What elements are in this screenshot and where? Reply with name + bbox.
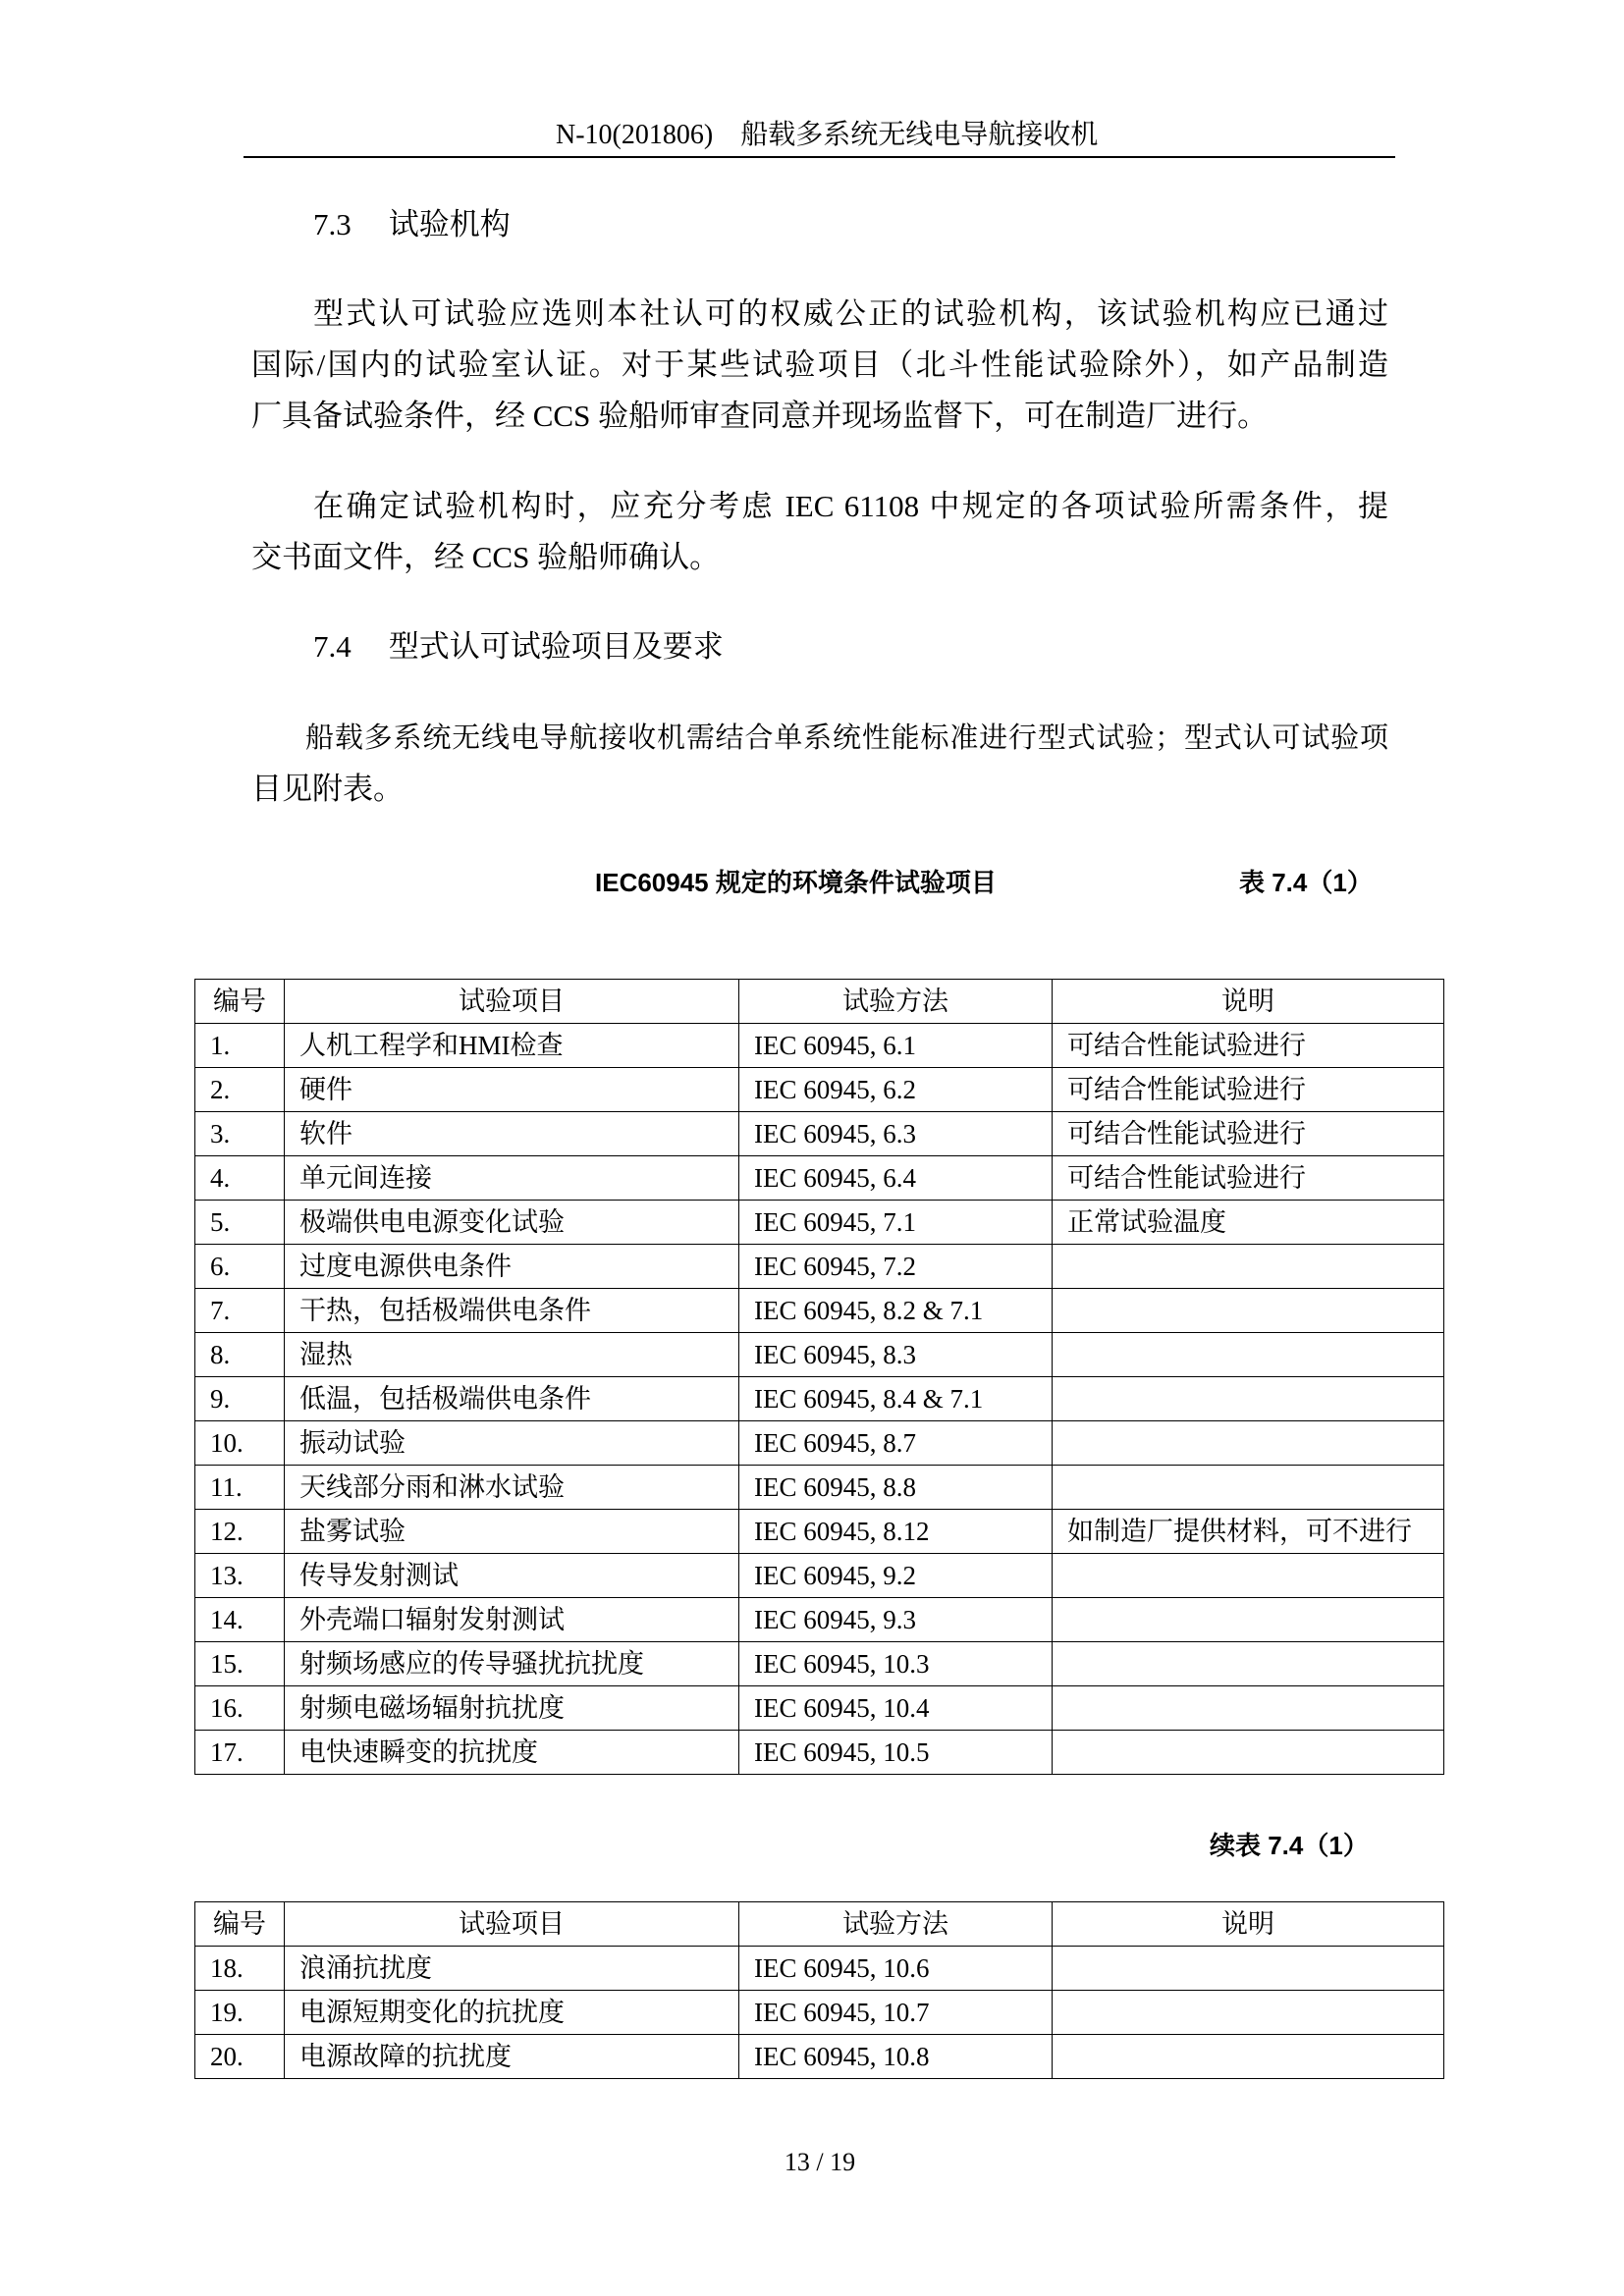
- test-method-cell: IEC 60945, 6.2: [739, 1068, 1053, 1112]
- number-cell: 13.: [195, 1554, 285, 1598]
- table2-body: [195, 1947, 1444, 2079]
- environmental-test-table: [194, 979, 1444, 1775]
- table-row: [195, 1112, 1444, 1156]
- page-number: 13 / 19: [784, 2148, 856, 2176]
- note-cell: 可结合性能试验进行: [1053, 1112, 1444, 1156]
- test-method-cell: IEC 60945, 7.1: [739, 1201, 1053, 1245]
- paragraph-line: 型式认可试验应选则本社认可的权威公正的试验机构，该试验机构应已通过: [313, 296, 1388, 331]
- table-row: [195, 1333, 1444, 1377]
- paragraph-type-approval-items: [251, 713, 1388, 815]
- test-method-cell: IEC 60945, 6.4: [739, 1156, 1053, 1201]
- test-method-cell: IEC 60945, 6.1: [739, 1024, 1053, 1068]
- number-cell: 1.: [195, 1024, 285, 1068]
- number-cell: 8.: [195, 1333, 285, 1377]
- test-item-cell: 浪涌抗扰度: [285, 1947, 739, 1991]
- note-cell: [1053, 1466, 1444, 1510]
- section-title: 试验机构: [388, 207, 511, 241]
- number-cell: 11.: [195, 1466, 285, 1510]
- note-cell: 可结合性能试验进行: [1053, 1068, 1444, 1112]
- table-row: [195, 1991, 1444, 2035]
- document-title: 船载多系统无线电导航接收机: [740, 120, 1099, 150]
- header-test-method: 试验方法: [739, 980, 1053, 1024]
- number-cell: 4.: [195, 1156, 285, 1201]
- note-cell: [1053, 1554, 1444, 1598]
- test-item-cell: 软件: [285, 1112, 739, 1156]
- header-note: 说明: [1053, 1902, 1444, 1947]
- test-item-cell: 盐雾试验: [285, 1510, 739, 1554]
- header-test-method: 试验方法: [739, 1902, 1053, 1947]
- section-title: 型式认可试验项目及要求: [388, 629, 724, 664]
- test-item-cell: 射频电磁场辐射抗扰度: [285, 1686, 739, 1731]
- paragraph-line: 国际/国内的试验室认证。对于某些试验项目（北斗性能试验除外），如产品制造: [251, 347, 1388, 382]
- section-number: 7.4: [313, 629, 352, 664]
- paragraph-institution-selection: [251, 481, 1388, 583]
- table-caption: IEC60945 规定的环境条件试验项目: [595, 868, 997, 897]
- table-row: [195, 1421, 1444, 1466]
- note-cell: [1053, 1731, 1444, 1775]
- table-row: [195, 1377, 1444, 1421]
- note-cell: [1053, 1991, 1444, 2035]
- note-cell: [1053, 2035, 1444, 2079]
- test-item-cell: 天线部分雨和淋水试验: [285, 1466, 739, 1510]
- test-method-cell: IEC 60945, 10.6: [739, 1947, 1053, 1991]
- test-method-cell: IEC 60945, 6.3: [739, 1112, 1053, 1156]
- paragraph-line: 船载多系统无线电导航接收机需结合单系统性能标准进行型式试验；型式认可试验项: [305, 722, 1388, 754]
- table-row: [195, 1731, 1444, 1775]
- note-cell: [1053, 1245, 1444, 1289]
- number-cell: 6.: [195, 1245, 285, 1289]
- test-method-cell: IEC 60945, 10.5: [739, 1731, 1053, 1775]
- test-method-cell: IEC 60945, 8.4 & 7.1: [739, 1377, 1053, 1421]
- test-item-cell: 极端供电电源变化试验: [285, 1201, 739, 1245]
- table-row: [195, 1201, 1444, 1245]
- paragraph-line: 厂具备试验条件，经 CCS 验船师审查同意并现场监督下，可在制造厂进行。: [251, 399, 1269, 433]
- note-cell: [1053, 1333, 1444, 1377]
- number-cell: 2.: [195, 1068, 285, 1112]
- number-cell: 19.: [195, 1991, 285, 2035]
- note-cell: 如制造厂提供材料，可不进行: [1053, 1510, 1444, 1554]
- table-row: [195, 1947, 1444, 1991]
- test-item-cell: 振动试验: [285, 1421, 739, 1466]
- test-item-cell: 单元间连接: [285, 1156, 739, 1201]
- number-cell: 3.: [195, 1112, 285, 1156]
- table-row: [195, 2035, 1444, 2079]
- number-cell: 14.: [195, 1598, 285, 1642]
- test-method-cell: IEC 60945, 7.2: [739, 1245, 1053, 1289]
- table-row: [195, 1554, 1444, 1598]
- table-row: [195, 1466, 1444, 1510]
- table-row: [195, 1068, 1444, 1112]
- header-test-item: 试验项目: [285, 980, 739, 1024]
- table-header-row: [195, 1902, 1444, 1947]
- number-cell: 7.: [195, 1289, 285, 1333]
- note-cell: [1053, 1289, 1444, 1333]
- number-cell: 9.: [195, 1377, 285, 1421]
- test-item-cell: 过度电源供电条件: [285, 1245, 739, 1289]
- test-method-cell: IEC 60945, 10.8: [739, 2035, 1053, 2079]
- continued-table-label: 续表 7.4（1）: [1210, 1831, 1369, 1860]
- test-method-cell: IEC 60945, 8.12: [739, 1510, 1053, 1554]
- table-row: [195, 1686, 1444, 1731]
- test-item-cell: 电源故障的抗扰度: [285, 2035, 739, 2079]
- test-method-cell: IEC 60945, 9.3: [739, 1598, 1053, 1642]
- test-item-cell: 干热，包括极端供电条件: [285, 1289, 739, 1333]
- note-cell: [1053, 1421, 1444, 1466]
- header-test-item: 试验项目: [285, 1902, 739, 1947]
- table-label: 表 7.4（1）: [1239, 868, 1373, 897]
- header-number: 编号: [195, 1902, 285, 1947]
- test-item-cell: 硬件: [285, 1068, 739, 1112]
- number-cell: 10.: [195, 1421, 285, 1466]
- note-cell: [1053, 1947, 1444, 1991]
- table1-body: [195, 1024, 1444, 1775]
- section-heading-7-4: [313, 621, 724, 672]
- number-cell: 5.: [195, 1201, 285, 1245]
- test-item-cell: 人机工程学和HMI检查: [285, 1024, 739, 1068]
- number-cell: 17.: [195, 1731, 285, 1775]
- paragraph-line: 在确定试验机构时，应充分考虑 IEC 61108 中规定的各项试验所需条件，提: [313, 489, 1388, 523]
- test-item-cell: 电源短期变化的抗扰度: [285, 1991, 739, 2035]
- test-method-cell: IEC 60945, 8.7: [739, 1421, 1053, 1466]
- table-row: [195, 1289, 1444, 1333]
- note-cell: 可结合性能试验进行: [1053, 1024, 1444, 1068]
- section-heading-7-3: [313, 199, 511, 250]
- table-row: [195, 1024, 1444, 1068]
- page-header: [556, 118, 1098, 153]
- test-method-cell: IEC 60945, 9.2: [739, 1554, 1053, 1598]
- table-row: [195, 1245, 1444, 1289]
- note-cell: [1053, 1642, 1444, 1686]
- test-item-cell: 外壳端口辐射发射测试: [285, 1598, 739, 1642]
- test-method-cell: IEC 60945, 8.8: [739, 1466, 1053, 1510]
- test-method-cell: IEC 60945, 8.3: [739, 1333, 1053, 1377]
- number-cell: 20.: [195, 2035, 285, 2079]
- table-row: [195, 1510, 1444, 1554]
- header-note: 说明: [1053, 980, 1444, 1024]
- header-rule: [244, 156, 1395, 158]
- test-method-cell: IEC 60945, 8.2 & 7.1: [739, 1289, 1053, 1333]
- note-cell: [1053, 1377, 1444, 1421]
- test-item-cell: 传导发射测试: [285, 1554, 739, 1598]
- paragraph-line: 交书面文件，经 CCS 验船师确认。: [251, 540, 721, 574]
- note-cell: [1053, 1686, 1444, 1731]
- test-method-cell: IEC 60945, 10.4: [739, 1686, 1053, 1731]
- test-item-cell: 射频场感应的传导骚扰抗扰度: [285, 1642, 739, 1686]
- number-cell: 15.: [195, 1642, 285, 1686]
- number-cell: 16.: [195, 1686, 285, 1731]
- test-item-cell: 湿热: [285, 1333, 739, 1377]
- table-row: [195, 1156, 1444, 1201]
- table-row: [195, 1642, 1444, 1686]
- note-cell: 可结合性能试验进行: [1053, 1156, 1444, 1201]
- table-header-row: [195, 980, 1444, 1024]
- test-method-cell: IEC 60945, 10.3: [739, 1642, 1053, 1686]
- table-row: [195, 1598, 1444, 1642]
- test-method-cell: IEC 60945, 10.7: [739, 1991, 1053, 2035]
- test-item-cell: 低温，包括极端供电条件: [285, 1377, 739, 1421]
- number-cell: 18.: [195, 1947, 285, 1991]
- paragraph-line: 目见附表。: [251, 772, 404, 806]
- note-cell: 正常试验温度: [1053, 1201, 1444, 1245]
- number-cell: 12.: [195, 1510, 285, 1554]
- section-number: 7.3: [313, 207, 352, 241]
- header-number: 编号: [195, 980, 285, 1024]
- environmental-test-table-continued: [194, 1901, 1444, 2079]
- note-cell: [1053, 1598, 1444, 1642]
- test-item-cell: 电快速瞬变的抗扰度: [285, 1731, 739, 1775]
- document-code: N-10(201806): [556, 120, 714, 150]
- paragraph-testing-institution: [251, 289, 1388, 442]
